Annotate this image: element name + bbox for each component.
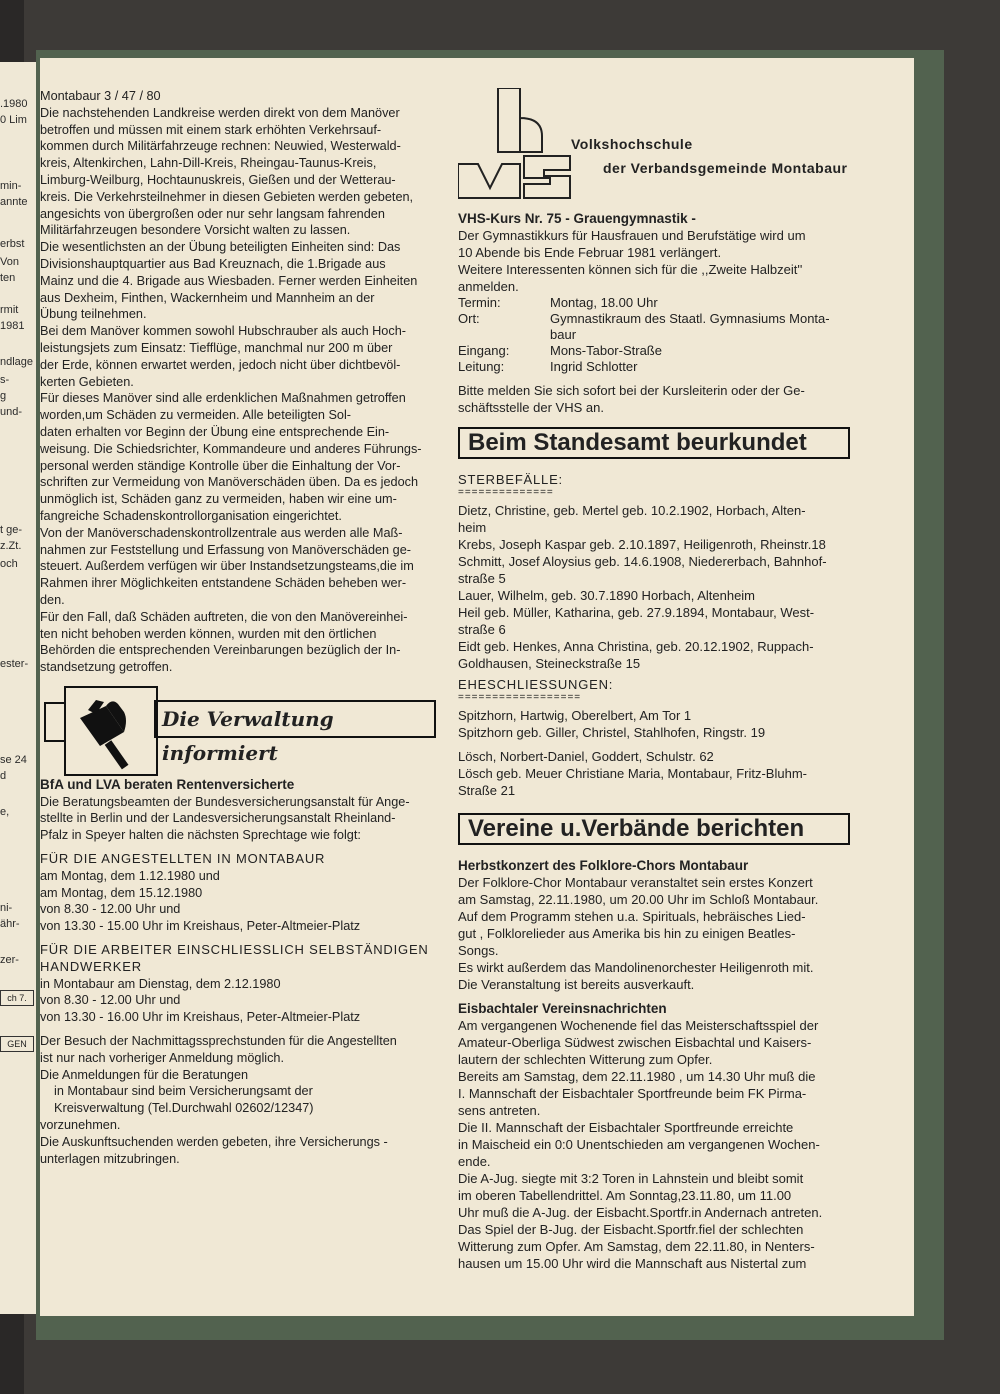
- list-item: Eidt geb. Henkes, Anna Christina, geb. 20.12.1902, Ruppach- Goldhausen, Steineckstraße 15: [458, 639, 814, 671]
- margin-fragment: 0 Lim: [0, 114, 27, 126]
- vhs-detail-row: [458, 359, 830, 375]
- list-item: Lösch, Norbert-Daniel, Goddert, Schulstr. 62 Lösch geb. Meuer Christiane Maria, Montabaur, Fritz-Bluhm- Straße 21: [458, 749, 807, 798]
- manoever-paragraph-4: Für dieses Manöver sind alle erdenklichen Maßnahmen getroffen worden,um Schäden zu vermeiden. Alle beteiligten Sol- daten erhalten vor Beginn der Übung eine entsprechende Ein- weisung. Die Schiedsrichter, Kommandeure und anderes Führungs- personal werden ständige Kontrolle über die Einhaltung der Vor- schriften zur Vermeidung von Manöverschäden üben. Da es jedoch unmöglich ist, Schäden ganz zu vermeiden, haben wir eine um- fangreiche Schadenskontrollorganisation eingerichtet.: [40, 391, 422, 523]
- margin-fragment: ähr-: [0, 918, 20, 930]
- left-column: [40, 88, 442, 1167]
- sterbefaelle-rule: ==============: [458, 487, 554, 498]
- margin-fragment: zer-: [0, 954, 19, 966]
- margin-fragment: g: [0, 390, 7, 402]
- margin-fragment: och: [0, 558, 18, 570]
- margin-fragment: t ge-: [0, 524, 23, 536]
- vhs-headline: VHS-Kurs Nr. 75 - Grauengymnastik -: [458, 211, 696, 226]
- margin-fragment: e,: [0, 806, 10, 818]
- manoever-paragraph-2: Die wesentlichsten an der Übung beteiligten Einheiten sind: Das Divisionshauptquartier aus Bad Kreuznach, die 1.Brigade aus Mainz und die 4. Brigade aus Wiesbaden. Ferner werden Einheiten aus Dexheim, Finthen, Wackernheim und Mannheim an der Übung teilnehmen.: [40, 240, 418, 322]
- manoever-paragraph-6: Für den Fall, daß Schäden auftreten, die von den Manövereinhei- ten nicht behoben werden können, wurden mit den örtlichen Behörden die entsprechenden Vereinbarungen bezüglich der In- standsetzung getroffen.: [40, 609, 408, 675]
- right-column: [458, 78, 858, 1272]
- vhs-detail-row: [458, 295, 830, 311]
- eisbach-paragraph-2: Bereits am Samstag, dem 22.11.1980 , um 14.30 Uhr muß die I. Mannschaft der Eisbachtaler Sportfreunde beim FK Pirma- sens antreten.: [458, 1069, 816, 1118]
- margin-fragment: annte: [0, 196, 28, 208]
- vhs-logo-line-2: der Verbandsgemeinde Montabaur: [603, 160, 848, 176]
- list-item: Dietz, Christine, geb. Mertel geb. 10.2.1902, Horbach, Alten- heim: [458, 503, 806, 535]
- list-item: Krebs, Joseph Kaspar geb. 2.10.1897, Heiligenroth, Rheinstr.18: [458, 537, 826, 552]
- folklore-text: Der Folklore-Chor Montabaur veranstaltet sein erstes Konzert am Samstag, 22.11.1980, um 20.00 Uhr im Schloß Montabaur. Auf dem Programm stehen u.a. Spirituals, hebräisches Lied- gut , Folklorelieder aus Amerika bis hin zu einigen Beatles- Songs. Es wirkt außerdem das Mandolinenorchester Heiligenroth mit. Die Veranstaltung ist bereits ausverkauft.: [458, 875, 819, 992]
- nachmittag-note: Der Besuch der Nachmittagssprechstunden für die Angestellten ist nur nach vorheriger Anmeldung möglich.: [40, 1034, 397, 1065]
- margin-fragment: ester-: [0, 658, 29, 670]
- eheschliessungen-heading: EHESCHLIESSUNGEN:: [458, 677, 614, 692]
- vhs-logo-line-1: Volkshochschule: [571, 136, 693, 152]
- previous-page-margin: [0, 62, 38, 1314]
- margin-fragment: se 24: [0, 754, 27, 766]
- angestellte-dates: am Montag, dem 1.12.1980 und am Montag, dem 15.12.1980: [40, 868, 220, 900]
- margin-fragment: rmit: [0, 304, 19, 316]
- bfa-headline: BfA und LVA beraten Rentenversicherte: [40, 776, 295, 792]
- detail-key: Ort:: [458, 311, 480, 326]
- list-item: Schmitt, Josef Aloysius geb. 14.6.1908, Niedererbach, Bahnhof- straße 5: [458, 554, 827, 586]
- folklore-headline: Herbstkonzert des Folklore-Chors Montabaur: [458, 858, 749, 873]
- vhs-detail-row: [458, 311, 830, 343]
- detail-key: Eingang:: [458, 343, 510, 358]
- anmeldung-line-1: Die Anmeldungen für die Beratungen: [40, 1067, 249, 1082]
- verwaltung-banner: [40, 686, 442, 770]
- margin-fragment: d: [0, 770, 7, 782]
- margin-fragment: ni-: [0, 902, 13, 914]
- vhs-footer: Bitte melden Sie sich sofort bei der Kursleiterin oder der Ge- schäftsstelle der VHS an.: [458, 383, 805, 415]
- arbeiter-times: von 8.30 - 12.00 Uhr und von 13.30 - 16.00 Uhr im Kreishaus, Peter-Altmeier-Platz: [40, 993, 361, 1025]
- vhs-logo: [458, 78, 858, 196]
- margin-fragment: und-: [0, 406, 23, 418]
- bfa-intro: Die Beratungsbeamten der Bundesversicherungsanstalt für Ange- stellte in Berlin und der Landesversicherungsanstalt Rheinland- Pfalz in Speyer halten die nächsten Sprechtage wie folgt:: [40, 794, 410, 843]
- paintbrush-icon: [66, 688, 156, 774]
- vhs-details-table: [458, 295, 830, 375]
- sterbefaelle-heading: STERBEFÄLLE:: [458, 472, 563, 487]
- angestellte-heading: FÜR DIE ANGESTELLTEN IN MONTABAUR: [40, 851, 326, 867]
- margin-fragment: 1981: [0, 320, 25, 332]
- arbeiter-heading: FÜR DIE ARBEITER EINSCHLIESSLICH SELBSTÄNDIGEN HANDWERKER: [40, 942, 429, 974]
- eisbach-paragraph-4: Die A-Jug. siegte mit 3:2 Toren in Lahnstein und bleibt somit im oberen Tabellendrittel. Am Sonntag,23.11.80, um 11.00 Uhr muß die A-Jug. der Eisbacht.Sportfr.in Andernach antreten.: [458, 1171, 823, 1220]
- page-reference: Montabaur 3 / 47 / 80: [40, 89, 161, 103]
- margin-fragment: z.Zt.: [0, 540, 22, 552]
- vhs-text: Der Gymnastikkurs für Hausfrauen und Berufstätige wird um 10 Abende bis Ende Februar 1981 verlängert. Weitere Interessenten können sich für die ,,Zweite Halbzeit'' anmelden.: [458, 228, 806, 294]
- eisbach-paragraph-3: Die II. Mannschaft der Eisbachtaler Sportfreunde erreichte in Maischeid ein 0:0 Unentschieden am vergangenen Wochen- ende.: [458, 1120, 820, 1169]
- detail-value: Gymnastikraum des Staatl. Gymnasiums Monta- baur: [550, 311, 830, 342]
- vhs-detail-row: [458, 343, 830, 359]
- manoever-paragraph-5: Von der Manöverschadenskontrollzentrale aus werden alle Maß- nahmen zur Feststellung und Erfassung von Manöverschäden ge- steuert. Außerdem verfügen wir über Instandsetzungsteams,die im Rahmen ihrer Möglichkeiten entstandene Schäden beheben wer- den.: [40, 525, 414, 607]
- standesamt-title: Beim Standesamt beurkundet: [458, 427, 850, 459]
- margin-fragment: .1980: [0, 98, 28, 110]
- detail-key: Termin:: [458, 295, 501, 310]
- detail-value: Montag, 18.00 Uhr: [550, 295, 658, 310]
- margin-fragment: min-: [0, 180, 22, 192]
- manoever-paragraph-1: Die nachstehenden Landkreise werden direkt von dem Manöver betroffen und müssen mit einem stark erhöhten Verkehrsauf- kommen durch Militärfahrzeuge rechnen: Neuwied, Westerwald- kreis, Altenkirchen, Lahn-Dill-Kreis, Rheingau-Taunus-Kreis, Limburg-Weilburg, Hochtaunuskreis, Gießen und der Wetterau- kreis. Die Verkehrsteilnehmer in diesen Gebieten werden gebeten, angesichts von übergroßen oder nur sehr langsam fahrenden Militärfahrzeugen besondere Vorsicht walten zu lassen.: [40, 105, 414, 238]
- newspaper-page: [40, 58, 914, 1316]
- margin-fragment: ndlage: [0, 356, 34, 368]
- eisbach-paragraph-1: Am vergangenen Wochenende fiel das Meisterschaftsspiel der Amateur-Oberliga Südwest zwischen Eisbachtal und Kaisers- lautern der schlechten Witterung zum Opfer.: [458, 1018, 819, 1067]
- list-item: Lauer, Wilhelm, geb. 30.7.1890 Horbach, Altenheim: [458, 588, 756, 603]
- vereine-title: Vereine u.Verbände berichten: [458, 813, 850, 845]
- eisbach-headline: Eisbachtaler Vereinsnachrichten: [458, 1001, 667, 1016]
- eisbach-paragraph-5: Das Spiel der B-Jug. der Eisbacht.Sportfr.fiel der schlechten Witterung zum Opfer. Am Samstag, dem 22.11.80, in Nenters- hausen um 15.00 Uhr wird die Mannschaft aus Nistertal zum: [458, 1222, 815, 1271]
- margin-fragment: ten: [0, 272, 16, 284]
- anmeldung-line-2: in Montabaur sind beim Versicherungsamt der Kreisverwaltung (Tel.Durchwahl 02602/12347): [54, 1084, 314, 1116]
- banner-icon-frame: [64, 686, 158, 776]
- detail-value: Ingrid Schlotter: [550, 359, 638, 374]
- angestellte-times: von 8.30 - 12.00 Uhr und von 13.30 - 15.00 Uhr im Kreishaus, Peter-Altmeier-Platz: [40, 902, 361, 934]
- vhs-logo-icon: [458, 88, 583, 200]
- margin-fragment: erbst: [0, 238, 25, 250]
- margin-fragment: GEN: [0, 1036, 34, 1052]
- detail-key: Leitung:: [458, 359, 505, 374]
- detail-value: Mons-Tabor-Straße: [550, 343, 662, 358]
- banner-title: Die Verwaltung informiert: [154, 700, 436, 738]
- arbeiter-date: in Montabaur am Dienstag, dem 2.12.1980: [40, 976, 281, 991]
- margin-fragment: s-: [0, 374, 10, 386]
- list-item: Heil geb. Müller, Katharina, geb. 27.9.1894, Montabaur, West- straße 6: [458, 605, 815, 637]
- anmeldung-line-3: vorzunehmen. Die Auskunftsuchenden werden gebeten, ihre Versicherungs - unterlagen mitzubringen.: [40, 1118, 388, 1166]
- manoever-paragraph-3: Bei dem Manöver kommen sowohl Hubschrauber als auch Hoch- leistungsjets zum Einsatz: Tiefflüge, manchmal nur 200 m über der Erde, können erwartet werden, jedoch nicht über dichtbevöl- kerten Gebieten.: [40, 324, 406, 389]
- list-item: Spitzhorn, Hartwig, Oberelbert, Am Tor 1 Spitzhorn geb. Giller, Christel, Stahlhofen, Ringstr. 19: [458, 708, 766, 740]
- eheschliessungen-rule: ==================: [458, 692, 582, 703]
- margin-fragment: Von: [0, 256, 19, 268]
- margin-fragment: ch 7.: [0, 990, 34, 1006]
